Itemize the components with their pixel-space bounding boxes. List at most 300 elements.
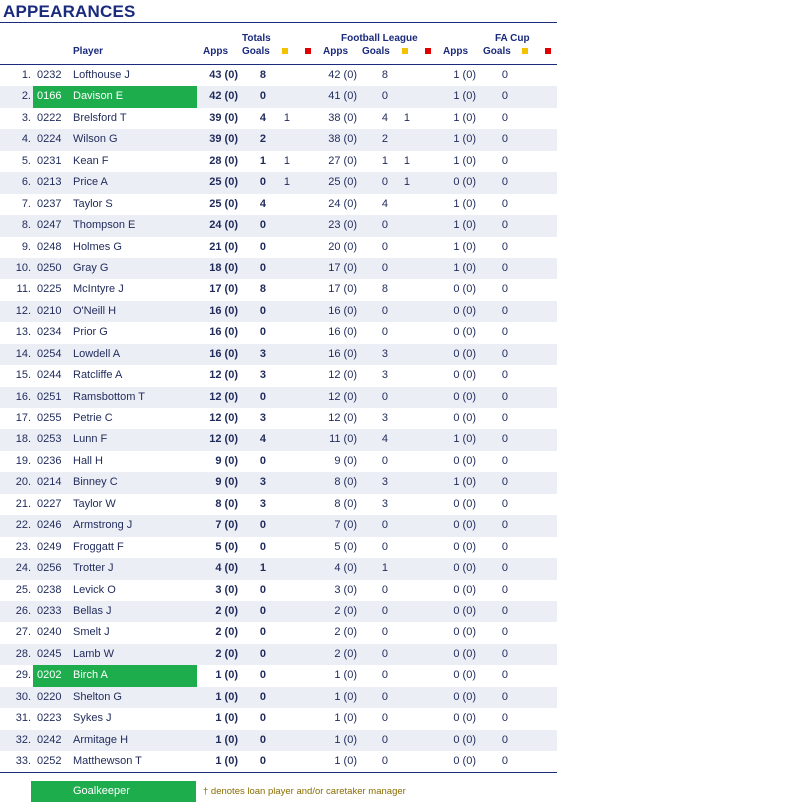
total-goals: 0 bbox=[259, 669, 266, 682]
league-apps: 2 (0) bbox=[334, 604, 357, 617]
cup-apps: 1 (0) bbox=[453, 154, 476, 167]
col-header-league-goals: Goals bbox=[362, 46, 390, 57]
total-goals: 1 bbox=[259, 154, 266, 167]
red-card-icon bbox=[425, 48, 431, 54]
total-yellow-cards: 1 bbox=[283, 176, 290, 189]
table-row bbox=[0, 258, 557, 279]
table-row bbox=[0, 708, 557, 729]
col-header-league-apps: Apps bbox=[323, 46, 348, 57]
group-header-league: Football League bbox=[341, 33, 418, 44]
cup-apps: 1 (0) bbox=[453, 90, 476, 103]
loan-note: † denotes loan player and/or caretaker manager bbox=[203, 786, 406, 797]
cup-apps: 0 (0) bbox=[453, 497, 476, 510]
league-apps: 38 (0) bbox=[328, 133, 357, 146]
player-name: Shelton G bbox=[73, 690, 122, 703]
player-id: 0220 bbox=[37, 690, 62, 703]
appearances-table bbox=[0, 65, 557, 772]
total-apps: 18 (0) bbox=[209, 261, 238, 274]
table-row bbox=[0, 215, 557, 236]
league-apps: 1 (0) bbox=[334, 755, 357, 767]
row-number: 13. bbox=[15, 326, 31, 339]
league-goals: 0 bbox=[381, 219, 388, 232]
player-id: 0223 bbox=[37, 712, 62, 725]
total-goals: 0 bbox=[259, 304, 266, 317]
total-goals: 4 bbox=[259, 197, 266, 210]
cup-goals: 0 bbox=[501, 347, 508, 360]
cup-apps: 1 (0) bbox=[453, 69, 476, 81]
page-title: APPEARANCES bbox=[3, 2, 136, 21]
league-goals: 0 bbox=[381, 604, 388, 617]
total-goals: 0 bbox=[259, 583, 266, 596]
total-goals: 0 bbox=[259, 733, 266, 746]
yellow-card-icon bbox=[402, 48, 408, 54]
row-number: 3. bbox=[21, 111, 31, 124]
cup-goals: 0 bbox=[501, 454, 508, 467]
player-name: Sykes J bbox=[73, 712, 112, 725]
cup-goals: 0 bbox=[501, 219, 508, 232]
total-apps: 1 (0) bbox=[215, 712, 238, 725]
cup-goals: 0 bbox=[501, 647, 508, 660]
total-apps: 4 (0) bbox=[215, 562, 238, 575]
league-goals: 8 bbox=[381, 69, 388, 81]
player-name: Holmes G bbox=[73, 240, 122, 253]
cup-goals: 0 bbox=[501, 604, 508, 617]
cup-apps: 0 (0) bbox=[453, 283, 476, 296]
cup-apps: 0 (0) bbox=[453, 369, 476, 382]
player-name: Bellas J bbox=[73, 604, 112, 617]
cup-goals: 0 bbox=[501, 519, 508, 532]
cup-apps: 0 (0) bbox=[453, 755, 476, 767]
total-apps: 3 (0) bbox=[215, 583, 238, 596]
row-number: 29. bbox=[15, 669, 31, 682]
league-goals: 3 bbox=[381, 412, 388, 424]
league-apps: 3 (0) bbox=[334, 583, 357, 596]
player-id: 0238 bbox=[37, 583, 62, 596]
league-goals: 0 bbox=[381, 90, 388, 103]
table-row bbox=[0, 730, 557, 751]
cup-apps: 0 (0) bbox=[453, 733, 476, 746]
cup-goals: 0 bbox=[501, 111, 508, 124]
row-number: 32. bbox=[15, 733, 31, 746]
total-goals: 0 bbox=[259, 240, 266, 253]
row-number: 21. bbox=[15, 497, 31, 510]
cup-goals: 0 bbox=[501, 283, 508, 296]
player-name: Froggatt F bbox=[73, 540, 124, 553]
league-goals: 4 bbox=[381, 433, 388, 446]
player-name: Petrie C bbox=[73, 412, 113, 424]
cup-apps: 0 (0) bbox=[453, 583, 476, 596]
total-apps: 25 (0) bbox=[209, 197, 238, 210]
total-apps: 7 (0) bbox=[215, 519, 238, 532]
cup-apps: 0 (0) bbox=[453, 690, 476, 703]
league-goals: 4 bbox=[381, 197, 388, 210]
cup-goals: 0 bbox=[501, 626, 508, 639]
cup-goals: 0 bbox=[501, 390, 508, 403]
league-apps: 25 (0) bbox=[328, 176, 357, 189]
table-row bbox=[0, 129, 557, 150]
cup-apps: 0 (0) bbox=[453, 412, 476, 424]
row-number: 23. bbox=[15, 540, 31, 553]
cup-apps: 0 (0) bbox=[453, 519, 476, 532]
cup-goals: 0 bbox=[501, 562, 508, 575]
league-apps: 16 (0) bbox=[328, 304, 357, 317]
cup-goals: 0 bbox=[501, 240, 508, 253]
league-apps: 12 (0) bbox=[328, 390, 357, 403]
total-goals: 0 bbox=[259, 626, 266, 639]
cup-goals: 0 bbox=[501, 712, 508, 725]
player-name: Brelsford T bbox=[73, 111, 127, 124]
player-id: 0234 bbox=[37, 326, 62, 339]
row-number: 11. bbox=[16, 283, 31, 296]
cup-apps: 0 (0) bbox=[453, 347, 476, 360]
player-id: 0231 bbox=[37, 154, 62, 167]
cup-goals: 0 bbox=[501, 733, 508, 746]
league-goals: 0 bbox=[381, 176, 388, 189]
player-name: Taylor S bbox=[73, 197, 113, 210]
cup-goals: 0 bbox=[501, 69, 508, 81]
player-id: 0222 bbox=[37, 111, 62, 124]
row-number: 6. bbox=[21, 176, 31, 189]
total-apps: 1 (0) bbox=[215, 733, 238, 746]
league-goals: 0 bbox=[381, 733, 388, 746]
cup-goals: 0 bbox=[501, 412, 508, 424]
player-name: Davison E bbox=[73, 90, 124, 103]
league-apps: 2 (0) bbox=[334, 647, 357, 660]
table-row bbox=[0, 494, 557, 515]
player-id: 0213 bbox=[37, 176, 62, 189]
player-name: McIntyre J bbox=[73, 283, 124, 296]
table-row bbox=[0, 451, 557, 472]
player-name: Trotter J bbox=[73, 562, 114, 575]
total-goals: 0 bbox=[259, 755, 266, 767]
table-row bbox=[0, 86, 557, 107]
league-goals: 0 bbox=[381, 519, 388, 532]
total-apps: 39 (0) bbox=[209, 111, 238, 124]
player-name: Gray G bbox=[73, 261, 109, 274]
player-id: 0249 bbox=[37, 540, 62, 553]
table-row bbox=[0, 237, 557, 258]
cup-apps: 0 (0) bbox=[453, 176, 476, 189]
league-apps: 16 (0) bbox=[328, 326, 357, 339]
cup-goals: 0 bbox=[501, 540, 508, 553]
goalkeeper-legend-label: Goalkeeper bbox=[73, 785, 130, 797]
player-name: Prior G bbox=[73, 326, 108, 339]
league-goals: 8 bbox=[381, 283, 388, 296]
player-name: Lowdell A bbox=[73, 347, 121, 360]
player-name: Wilson G bbox=[73, 133, 118, 146]
row-number: 20. bbox=[15, 476, 31, 489]
league-apps: 38 (0) bbox=[328, 111, 357, 124]
player-id: 0227 bbox=[37, 497, 62, 510]
total-apps: 16 (0) bbox=[209, 304, 238, 317]
total-goals: 0 bbox=[259, 454, 266, 467]
league-apps: 17 (0) bbox=[328, 261, 357, 274]
row-number: 17. bbox=[15, 412, 31, 424]
player-name: Ratcliffe A bbox=[73, 369, 123, 382]
player-id: 0253 bbox=[37, 433, 62, 446]
table-row bbox=[0, 429, 557, 450]
table-row bbox=[0, 472, 557, 493]
total-goals: 0 bbox=[259, 90, 266, 103]
row-number: 31. bbox=[15, 712, 31, 725]
cup-goals: 0 bbox=[501, 476, 508, 489]
table-row bbox=[0, 687, 557, 708]
cup-apps: 0 (0) bbox=[453, 454, 476, 467]
row-number: 24. bbox=[15, 562, 31, 575]
league-yellow-cards: 1 bbox=[403, 176, 410, 189]
player-id: 0232 bbox=[37, 69, 62, 81]
cup-apps: 0 (0) bbox=[453, 390, 476, 403]
total-goals: 3 bbox=[259, 412, 266, 424]
cup-goals: 0 bbox=[501, 304, 508, 317]
total-goals: 0 bbox=[259, 690, 266, 703]
total-apps: 42 (0) bbox=[209, 90, 238, 103]
player-id: 0242 bbox=[37, 733, 62, 746]
league-apps: 27 (0) bbox=[328, 154, 357, 167]
total-apps: 2 (0) bbox=[215, 647, 238, 660]
table-row bbox=[0, 151, 557, 172]
total-apps: 9 (0) bbox=[215, 454, 238, 467]
league-goals: 0 bbox=[381, 583, 388, 596]
table-row bbox=[0, 580, 557, 601]
row-number: 2. bbox=[21, 90, 31, 103]
total-goals: 0 bbox=[259, 176, 266, 189]
row-number: 10. bbox=[15, 261, 31, 274]
table-row bbox=[0, 665, 557, 686]
cup-apps: 1 (0) bbox=[453, 197, 476, 210]
player-name: Hall H bbox=[73, 454, 103, 467]
player-id: 0250 bbox=[37, 261, 62, 274]
cup-apps: 1 (0) bbox=[453, 476, 476, 489]
league-goals: 0 bbox=[381, 647, 388, 660]
player-id: 0252 bbox=[37, 755, 62, 767]
player-name: Thompson E bbox=[73, 219, 136, 232]
league-apps: 1 (0) bbox=[334, 690, 357, 703]
total-goals: 3 bbox=[259, 369, 266, 382]
cup-goals: 0 bbox=[501, 497, 508, 510]
table-row bbox=[0, 537, 557, 558]
row-number: 27. bbox=[15, 626, 31, 639]
cup-goals: 0 bbox=[501, 90, 508, 103]
col-header-total-goals: Goals bbox=[242, 46, 270, 57]
total-apps: 1 (0) bbox=[215, 755, 238, 767]
player-name: Levick O bbox=[73, 583, 116, 596]
league-goals: 0 bbox=[381, 326, 388, 339]
player-id: 0255 bbox=[37, 412, 62, 424]
row-number: 12. bbox=[15, 304, 31, 317]
league-goals: 0 bbox=[381, 240, 388, 253]
row-number: 18. bbox=[15, 433, 31, 446]
cup-apps: 0 (0) bbox=[453, 647, 476, 660]
player-id: 0254 bbox=[37, 347, 62, 360]
total-apps: 9 (0) bbox=[215, 476, 238, 489]
league-goals: 0 bbox=[381, 261, 388, 274]
total-apps: 24 (0) bbox=[209, 219, 238, 232]
player-id: 0246 bbox=[37, 519, 62, 532]
total-apps: 12 (0) bbox=[209, 412, 238, 424]
league-apps: 11 (0) bbox=[329, 433, 357, 446]
league-apps: 1 (0) bbox=[334, 712, 357, 725]
total-apps: 16 (0) bbox=[209, 326, 238, 339]
total-goals: 0 bbox=[259, 712, 266, 725]
player-name: Matthewson T bbox=[73, 755, 142, 767]
league-apps: 1 (0) bbox=[334, 733, 357, 746]
league-apps: 2 (0) bbox=[334, 626, 357, 639]
league-goals: 1 bbox=[381, 562, 388, 575]
player-id: 0224 bbox=[37, 133, 62, 146]
player-name: Birch A bbox=[73, 669, 108, 682]
total-goals: 0 bbox=[259, 326, 266, 339]
total-apps: 12 (0) bbox=[209, 369, 238, 382]
cup-goals: 0 bbox=[501, 583, 508, 596]
cup-apps: 1 (0) bbox=[453, 219, 476, 232]
player-id: 0236 bbox=[37, 454, 62, 467]
league-apps: 12 (0) bbox=[328, 412, 357, 424]
total-apps: 1 (0) bbox=[215, 690, 238, 703]
table-row bbox=[0, 622, 557, 643]
red-card-icon bbox=[545, 48, 551, 54]
league-apps: 24 (0) bbox=[328, 197, 357, 210]
league-goals: 3 bbox=[381, 347, 388, 360]
total-apps: 16 (0) bbox=[209, 347, 238, 360]
row-number: 8. bbox=[21, 219, 31, 232]
cup-goals: 0 bbox=[501, 176, 508, 189]
league-goals: 0 bbox=[381, 454, 388, 467]
title-divider bbox=[0, 22, 557, 23]
table-row bbox=[0, 108, 557, 129]
table-row bbox=[0, 601, 557, 622]
row-number: 5. bbox=[21, 154, 31, 167]
table-row bbox=[0, 322, 557, 343]
cup-apps: 1 (0) bbox=[453, 133, 476, 146]
league-goals: 3 bbox=[381, 476, 388, 489]
league-goals: 3 bbox=[381, 497, 388, 510]
col-header-player: Player bbox=[73, 46, 104, 57]
cup-apps: 0 (0) bbox=[453, 604, 476, 617]
total-apps: 28 (0) bbox=[209, 154, 238, 167]
table-row bbox=[0, 365, 557, 386]
league-goals: 0 bbox=[381, 390, 388, 403]
row-number: 9. bbox=[21, 240, 31, 253]
league-goals: 4 bbox=[381, 111, 388, 124]
cup-goals: 0 bbox=[501, 197, 508, 210]
row-number: 4. bbox=[21, 133, 31, 146]
table-row bbox=[0, 387, 557, 408]
league-apps: 9 (0) bbox=[334, 454, 357, 467]
player-name: Lunn F bbox=[73, 433, 108, 446]
goalkeeper-legend bbox=[31, 781, 196, 802]
league-goals: 0 bbox=[381, 690, 388, 703]
player-id: 0245 bbox=[37, 647, 62, 660]
total-goals: 0 bbox=[259, 647, 266, 660]
table-row bbox=[0, 751, 557, 772]
yellow-card-icon bbox=[282, 48, 288, 54]
cup-goals: 0 bbox=[501, 261, 508, 274]
league-apps: 7 (0) bbox=[334, 519, 357, 532]
player-id: 0247 bbox=[37, 219, 62, 232]
col-header-cup-apps: Apps bbox=[443, 46, 468, 57]
cup-goals: 0 bbox=[501, 669, 508, 682]
total-apps: 25 (0) bbox=[209, 176, 238, 189]
total-goals: 4 bbox=[259, 433, 266, 446]
total-apps: 8 (0) bbox=[215, 497, 238, 510]
total-apps: 5 (0) bbox=[215, 540, 238, 553]
cup-apps: 0 (0) bbox=[453, 326, 476, 339]
col-header-total-apps: Apps bbox=[203, 46, 228, 57]
league-goals: 0 bbox=[381, 712, 388, 725]
table-row bbox=[0, 279, 557, 300]
col-header-cup-goals: Goals bbox=[483, 46, 511, 57]
player-name: Lamb W bbox=[73, 647, 114, 660]
row-number: 14. bbox=[15, 347, 31, 360]
table-row bbox=[0, 558, 557, 579]
row-number: 25. bbox=[15, 583, 31, 596]
league-apps: 23 (0) bbox=[328, 219, 357, 232]
total-apps: 17 (0) bbox=[209, 283, 238, 296]
total-goals: 0 bbox=[259, 540, 266, 553]
yellow-card-icon bbox=[522, 48, 528, 54]
league-apps: 1 (0) bbox=[334, 669, 357, 682]
league-apps: 42 (0) bbox=[328, 69, 357, 81]
total-apps: 2 (0) bbox=[215, 626, 238, 639]
league-apps: 8 (0) bbox=[334, 476, 357, 489]
player-name: Kean F bbox=[73, 154, 109, 167]
league-goals: 0 bbox=[381, 626, 388, 639]
red-card-icon bbox=[305, 48, 311, 54]
player-name: Taylor W bbox=[73, 497, 116, 510]
league-goals: 0 bbox=[381, 755, 388, 767]
total-yellow-cards: 1 bbox=[283, 154, 290, 167]
player-id: 0166 bbox=[37, 90, 62, 103]
league-apps: 5 (0) bbox=[334, 540, 357, 553]
player-name: Smelt J bbox=[73, 626, 110, 639]
total-goals: 2 bbox=[259, 133, 266, 146]
league-goals: 3 bbox=[381, 369, 388, 382]
league-apps: 17 (0) bbox=[328, 283, 357, 296]
player-id: 0240 bbox=[37, 626, 62, 639]
cup-apps: 1 (0) bbox=[453, 433, 476, 446]
player-name: Lofthouse J bbox=[73, 69, 130, 81]
league-apps: 16 (0) bbox=[328, 347, 357, 360]
player-name: Armstrong J bbox=[73, 519, 133, 532]
cup-apps: 1 (0) bbox=[453, 261, 476, 274]
cup-apps: 0 (0) bbox=[453, 304, 476, 317]
table-row bbox=[0, 301, 557, 322]
row-number: 33. bbox=[15, 755, 31, 767]
total-apps: 12 (0) bbox=[209, 390, 238, 403]
row-number: 1. bbox=[21, 69, 31, 81]
cup-goals: 0 bbox=[501, 326, 508, 339]
total-goals: 4 bbox=[259, 111, 266, 124]
league-apps: 41 (0) bbox=[328, 90, 357, 103]
total-goals: 3 bbox=[259, 497, 266, 510]
player-name: Price A bbox=[73, 176, 108, 189]
cup-goals: 0 bbox=[501, 369, 508, 382]
cup-apps: 0 (0) bbox=[453, 562, 476, 575]
cup-apps: 1 (0) bbox=[453, 111, 476, 124]
cup-goals: 0 bbox=[501, 133, 508, 146]
cup-goals: 0 bbox=[501, 755, 508, 767]
table-row bbox=[0, 408, 557, 429]
player-id: 0202 bbox=[37, 669, 62, 682]
table-row bbox=[0, 65, 557, 86]
total-apps: 39 (0) bbox=[209, 133, 238, 146]
total-apps: 43 (0) bbox=[209, 69, 238, 81]
row-number: 19. bbox=[15, 454, 31, 467]
group-header-cup: FA Cup bbox=[495, 33, 530, 44]
cup-apps: 0 (0) bbox=[453, 669, 476, 682]
league-goals: 0 bbox=[381, 304, 388, 317]
